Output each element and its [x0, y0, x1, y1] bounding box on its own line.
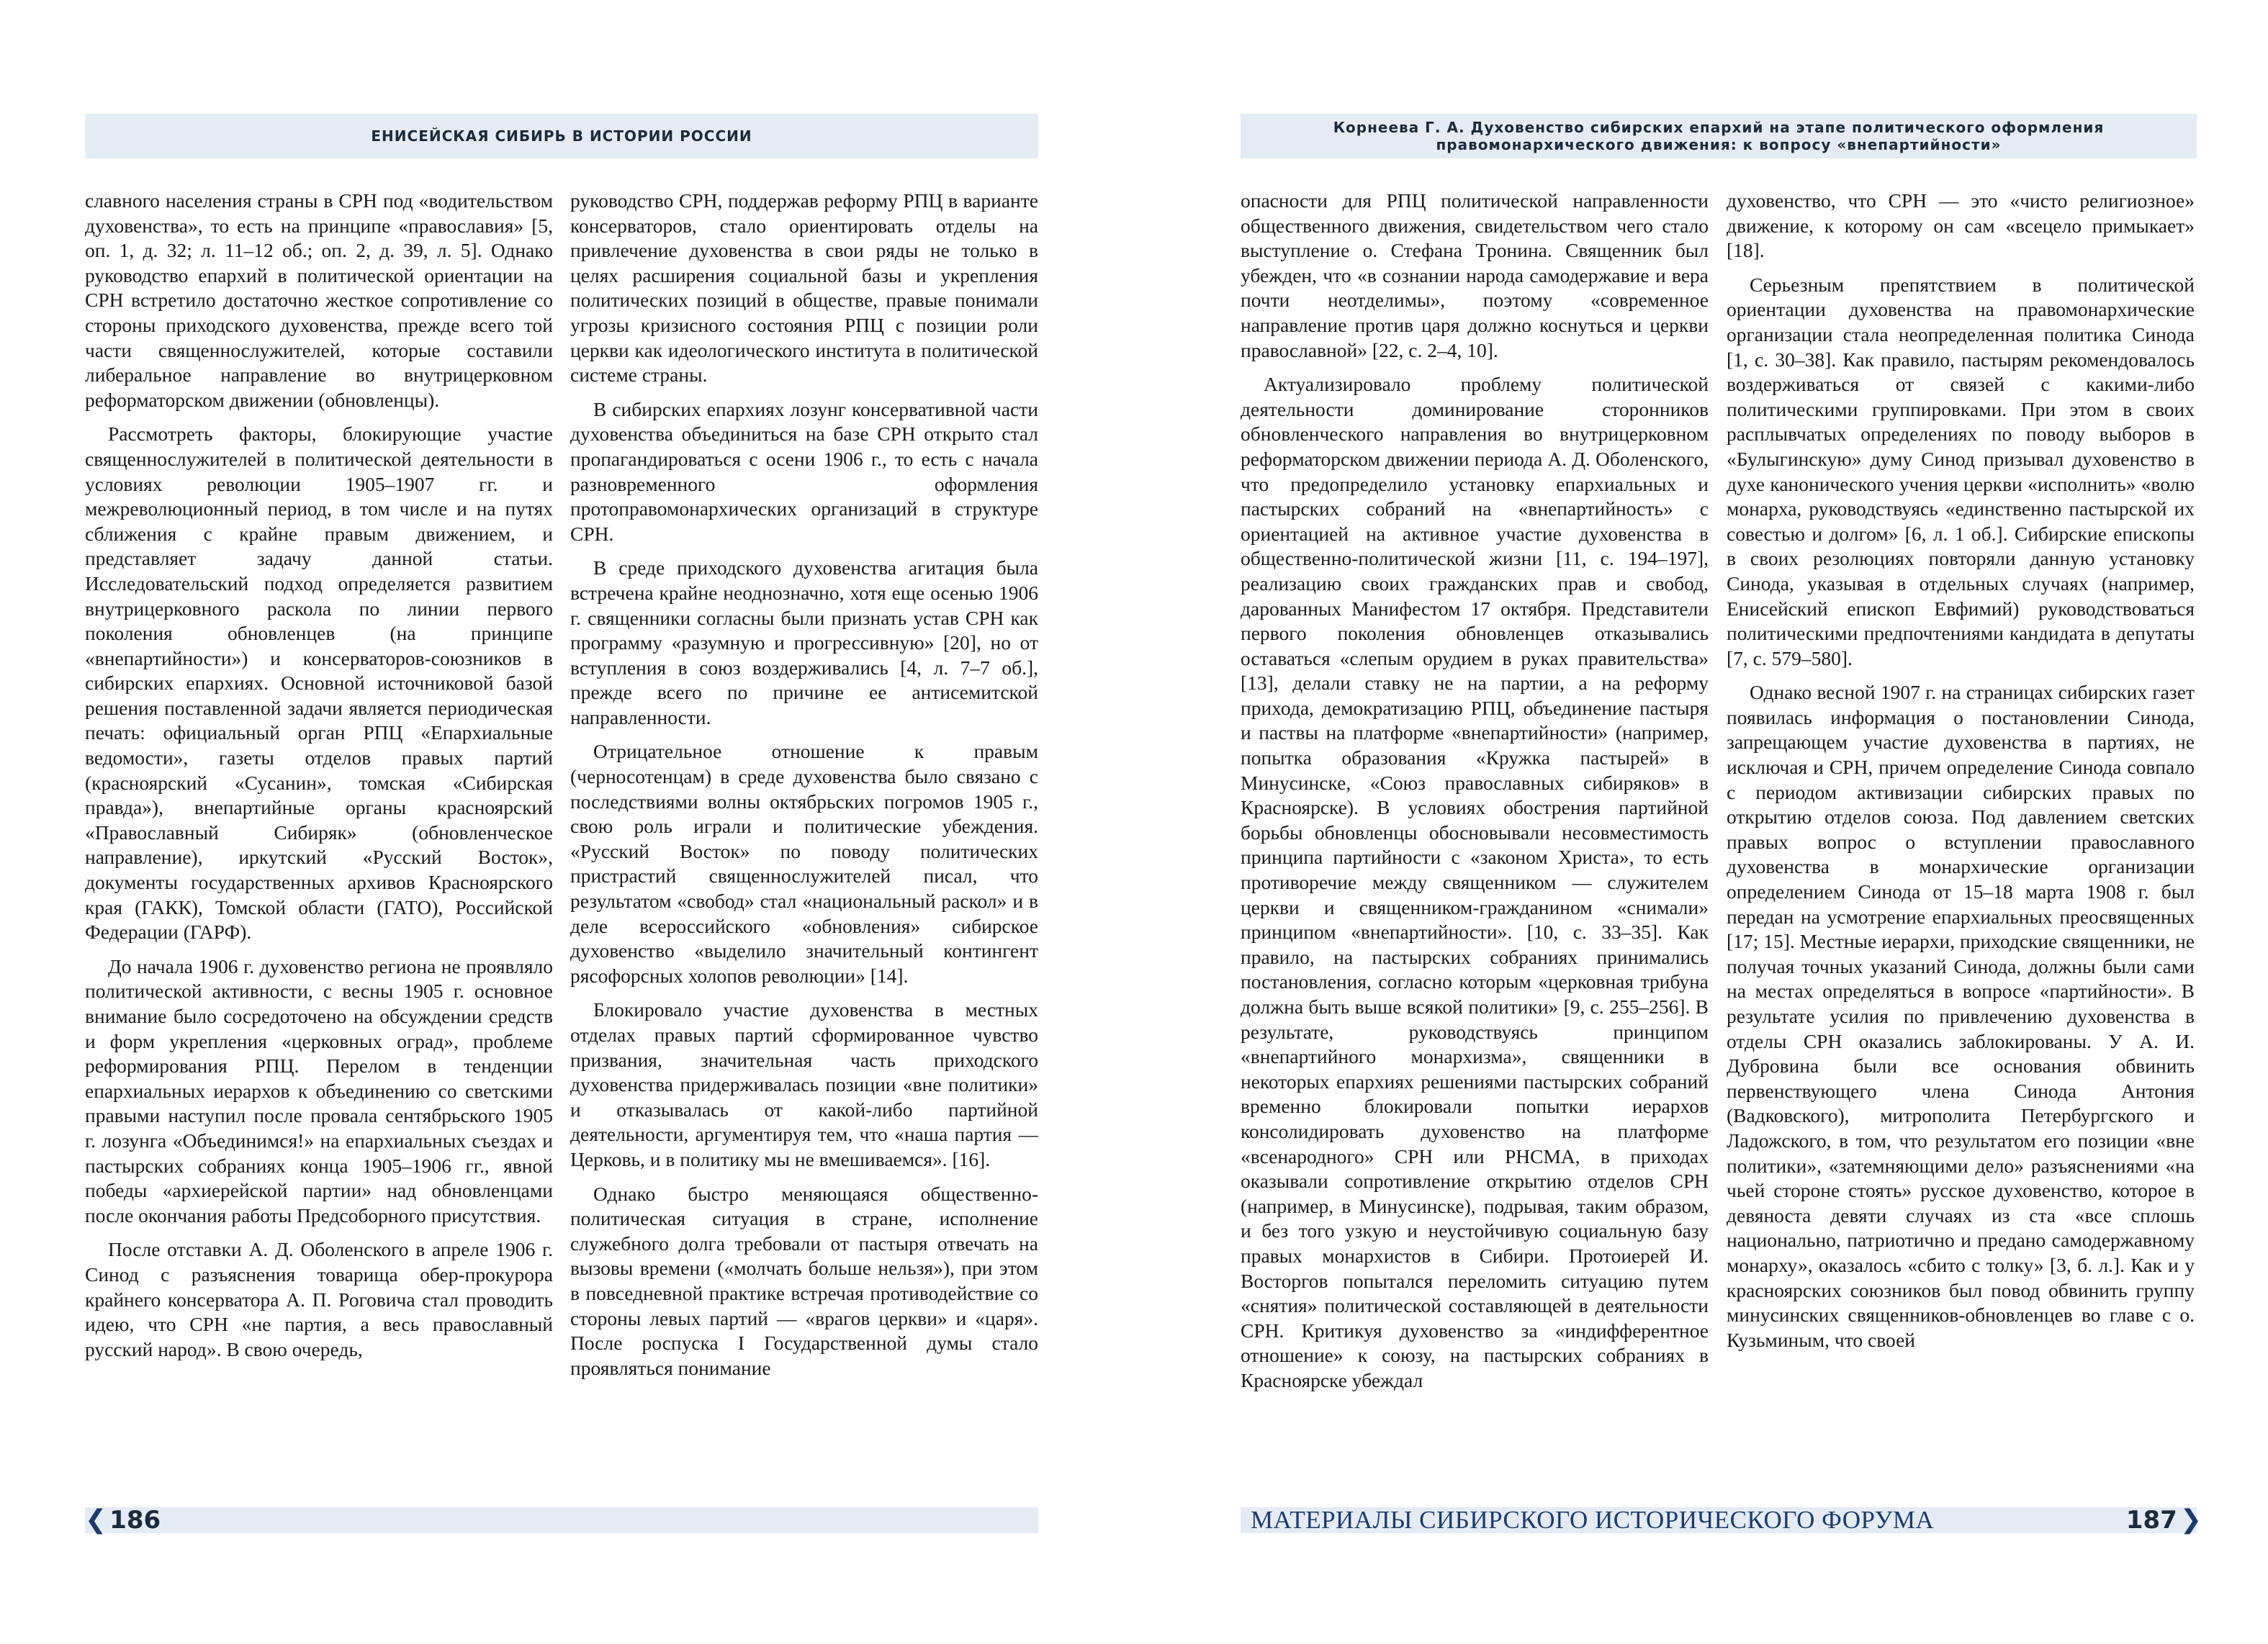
paragraph: опасности для РПЦ политической направленности общественного движения, свидетельством чего стало выступление о. Стефана Тронина. Священник был убежден, что «в сознании народа самодержавие и вера почти неотделимы», поэтому «современное направление против царя должно коснуться и церкви православной» [22, с. 2–4, 10]. — [1241, 189, 1709, 361]
paragraph: руководство СРН, поддержав реформу РПЦ в варианте консерваторов, стало ориентировать отделы на привлечение духовенства в свои ряды не только в целях расширения социальной базы и укрепления политических позиций в обществе, правые понимали угрозы кризисного состояния РПЦ с позиции роли церкви как идеологического института в политической системе страны. — [570, 189, 1038, 387]
paragraph: Блокировало участие духовенства в местных отделах правых партий сформированное чувство призвания, значительная часть приходского духовенства придерживалась позиции «вне политики» и отказывалась от какой-либо партийной деятельности, аргументируя тем, что «наша партия — Церковь, и в политику мы не вмешиваемся». [16]. — [570, 998, 1038, 1170]
text-column-1 — [85, 189, 553, 1495]
running-header-line-2: правомонархического движения: к вопросу «внепартийности» — [1436, 136, 2002, 153]
paragraph: славного населения страны в СРН под «водительством духовенства», то есть на принципе «православия» [5, оп. 1, д. 32; л. 11–12 об.; оп. 2, д. 39, л. 5]. Однако руководство епархий в политической ориентации на СРН встретило достаточно жесткое сопротивление со стороны приходского духовенства, прежде всего той части священнослужителей, которые составили либеральное направление во внутрицерковном реформаторском движении (обновленцы). — [85, 189, 553, 411]
paragraph: Однако быстро меняющаяся общественно-политическая ситуация в стране, исполнение служебного долга требовали от пастыря отвечать на вызовы времени («молчать больше нельзя»), при этом в повседневной практике встречая противодействие со стороны левых партий — «врагов церкви» и «царя». После роспуска I Государственной думы стало проявляться понимание — [570, 1182, 1038, 1379]
paragraph: В сибирских епархиях лозунг консервативной части духовенства объединиться на базе СРН открыто стал пропагандироваться с осени 1906 г., то есть с начала разновременного оформления протоправомонархических организаций в структуре СРН. — [570, 397, 1038, 545]
page-number-text: 187 — [2125, 1506, 2177, 1535]
paragraph: Отрицательное отношение к правым (черносотенцам) в среде духовенства было связано с последствиями волны октябрьских погромов 1905 г., свою роль играли и политические убеждения. «Русский Восток» по поводу политических пристрастий священнослужителей писал, что результатом «свобод» стал «национальный раскол» и в деле всероссийского «обновления» сибирское духовенство «выделило значительный контингент рясофорсных холопов революции» [14]. — [570, 740, 1038, 987]
paragraph: духовенство, что СРН — это «чисто религиозное» движение, к которому он сам «всецело примыкает» [18]. — [1727, 189, 2195, 262]
running-header-text: ЕНИСЕЙСКАЯ СИБИРЬ В ИСТОРИИ РОССИИ — [371, 127, 752, 145]
running-header-line-1: Корнеева Г. А. Духовенство сибирских епархий на этапе политического оформления — [1333, 119, 2105, 136]
text-column-1 — [1241, 189, 1709, 1495]
journal-title: МАТЕРИАЛЫ СИБИРСКОГО ИСТОРИЧЕСКОГО ФОРУМА — [1251, 1506, 1935, 1534]
paragraph: Серьезным препятствием в политической ориентации духовенства на правомонархические организации стала неопределенная политика Синода [1, с. 30–38]. Как правило, пастырям рекомендовалось воздерживаться от связей с какими-либо политическими группировками. При этом в своих расплывчатых определениях по поводу выборов в «Булыгинскую» думу Синод призывал духовенство в духе канонического учения церкви «исполнить» «волю монарха, руководствуясь «единственно пастырской их совестью и долгом» [6, л. 1 об.]. Сибирские епископы в своих резолюциях повторяли данную установку Синода, указывая в отдельных случаях (например, Енисейский епископ Евфимий) руководствоваться политическими предпочтениями кандидата в депутаты [7, с. 579–580]. — [1727, 273, 2195, 669]
text-column-2 — [570, 189, 1038, 1495]
chevron-right-icon: ❯ — [2179, 1505, 2202, 1535]
chevron-left-icon: ❮ — [85, 1505, 107, 1535]
footer-bar — [85, 1507, 1038, 1533]
page-number-text: 186 — [109, 1506, 161, 1535]
text-column-2 — [1727, 189, 2195, 1495]
paragraph: После отставки А. Д. Оболенского в апреле 1906 г. Синод с разъяснения товарища обер-прокурора крайнего консерватора А. П. Роговича стал проводить идею, что СРН «не партия, а весь православный русский народ». В свою очередь, — [85, 1238, 553, 1360]
page-number — [85, 1502, 161, 1538]
paragraph: Рассмотреть факторы, блокирующие участие священнослужителей в политической деятельности в условиях революции 1905–1907 гг. и межреволюционный период, в том числе и на путях сближения с крайне правым движением, и представляет задачу данной статьи. Исследовательский подход определяется развитием внутрицерковного раскола по линии первого поколения обновленцев (на принципе «внепартийности») и консерваторов-союзников в сибирских епархиях. Основной источниковой базой решения поставленной задачи является периодическая печать: официальный орган РПЦ «Епархиальные ведомости», газеты отделов правых партий (красноярский «Сусанин», томская «Сибирская правда»), внепартийные органы красноярский «Православный Сибиряк» (обновленческое направление), иркутский «Русский Восток», документы государственных архивов Красноярского края (ГАКК), Томской области (ГАТО), Российской Федерации (ГАРФ). — [85, 423, 553, 944]
paragraph: До начала 1906 г. духовенство региона не проявляло политической активности, с весны 1905 г. основное внимание было сосредоточено на обсуждении средств и форм укрепления «церковных оград», проблеме реформирования РПЦ. Перелом в тенденции епархиальных иерархов к объединению со светскими правыми наступил после провала сентябрьского 1905 г. лозунга «Объединимся!» на епархиальных съездах и пастырских собраниях конца 1905–1906 гг., явной победы «архиерейской партии» над обновленцами после окончания работы Предсоборного присутствия. — [85, 954, 553, 1227]
right-page — [1134, 0, 2268, 1644]
paragraph: Актуализировало проблему политической деятельности доминирование сторонников обновленческого направления во внутрицерковном реформаторском движении периода А. Д. Оболенского, что предопределило установку епархиальных и пастырских собраний на «внепартийность» с ориентацией на активное участие духовенства в общественно-политической жизни [11, с. 194–197], реализацию своих гражданских прав и свобод, дарованных Манифестом 17 октября. Представители первого поколения обновленцев отказывались оставаться «слепым орудием в руках правительства» [13], делали ставку не на партии, а на реформу прихода, демократизацию РПЦ, объединение пастыря и паствы на платформе «внепартийности» (например, попытка образования «Кружка пастырей» в Минусинске, «Союз православных сибиряков» в Красноярске). В условиях обострения партийной борьбы обновленцы обосновывали несовместимость принципа партийности с «законом Христа», то есть противоречие между священником — служителем церкви и священником-гражданином «снимали» принципом «внепартийности». [10, с. 33–35]. Как правило, на пастырских собраниях принимались постановления, согласно которым «церковная трибуна должна быть выше всякой политики» [9, с. 255–256]. В результате, руководствуясь принципом «внепартийного монархизма», священники в некоторых епархиях решениями пастырских собраний временно блокировали попытки иерархов консолидировать духовенство на платформе «всенародного» СРН или РНСМА, в приходах оказывали сопротивление открытию отделов СРН (например, в Минусинске), подрывая, таким образом, и без того узкую и неустойчивую социальную базу правых монархистов в Сибири. Протоиерей И. Восторгов попытался переломить ситуацию путем «снятия» политической составляющей в деятельности СРН. Критикуя духовенство за «индифферентное отношение» к союзу, на пастырских собраниях в Красноярске убеждал — [1241, 373, 1709, 1391]
running-header — [85, 114, 1038, 158]
paragraph: В среде приходского духовенства агитация была встречена крайне неоднозначно, хотя еще осенью 1906 г. священники согласны были признать устав СРН как программу «разумную и прогрессивную» [20], но от вступления в союз воздерживались [4, л. 7–7 об.], прежде всего по причине ее антисемитской направленности. — [570, 556, 1038, 728]
page-number — [2126, 1502, 2202, 1538]
paragraph: Однако весной 1907 г. на страницах сибирских газет появилась информация о постановлении Синода, запрещающем участие духовенства в партиях, не исключая и СРН, причем определение Синода совпало с периодом активизации сибирских правых по открытию отделов союза. Под давлением светских правых вопрос о вступлении православного духовенства в монархические организации определением Синода от 15–18 марта 1908 г. был передан на усмотрение епархиальных преосвященных [17; 15]. Местные иерархи, приходские священники, не получая точных указаний Синода, должны были сами на местах определяться в вопросе «партийности». В результате усилия по привлечению духовенства в отделы СРН оказались заблокированы. У А. И. Дубровина были все основания обвинить первенствующего члена Синода Антония (Вадковского), митрополита Петербургского и Ладожского, в том, что результатом его позиции «вне политики», «затемняющими дело» разъяснениями «на чьей стороне стоять» русское духовенство, которое в девяноста девяти случаях из ста «все сплошь национально, патриотично и предано самодержавному монарху», оказалось «сбито с толку» [3, б. л.]. Как и у красноярских союзников был повод обвинить группу минусинских священников-обновленцев во главе с о. Кузьминым, что своей — [1727, 681, 2195, 1351]
running-header — [1241, 114, 2197, 158]
